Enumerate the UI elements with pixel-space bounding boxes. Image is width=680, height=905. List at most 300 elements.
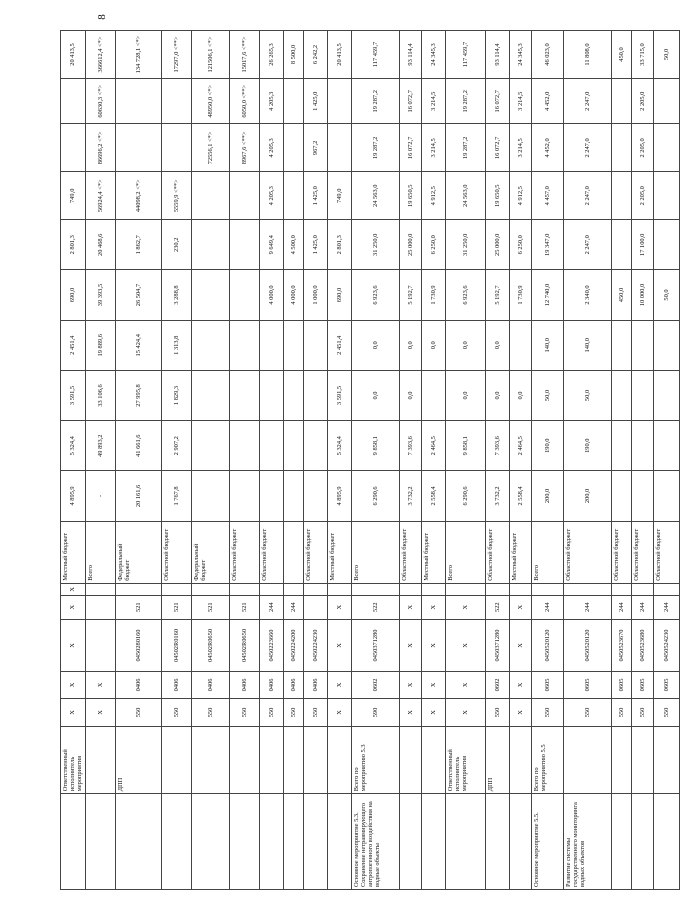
value-cell: 24 563,0 xyxy=(351,172,399,220)
program-cell xyxy=(485,794,509,890)
value-cell: 46 023,0 xyxy=(531,31,563,79)
csr-cell: 0450223660 xyxy=(259,619,283,672)
value-cell xyxy=(115,79,161,124)
table-row xyxy=(327,31,351,890)
csr-cell: 04502R0160 xyxy=(161,619,191,672)
value-cell xyxy=(653,79,679,124)
grbs-cell: X xyxy=(85,698,115,727)
rzpr-cell: 0406 xyxy=(259,672,283,698)
extra-cell xyxy=(161,583,191,595)
value-cell xyxy=(653,471,679,521)
extra-cell xyxy=(509,583,531,595)
executor-cell xyxy=(631,727,653,794)
value-cell: 9 858,1 xyxy=(351,421,399,471)
table-row xyxy=(563,31,611,890)
extra-cell xyxy=(631,583,653,595)
value-cell: 121506,1 <*> xyxy=(191,31,229,79)
extra-cell xyxy=(115,583,161,595)
value-cell: 93 114,4 xyxy=(399,31,421,79)
program-cell xyxy=(283,794,303,890)
source-cell: Областной бюджет xyxy=(563,521,611,583)
rzpr-cell: X xyxy=(85,672,115,698)
rzpr-cell: 0605 xyxy=(631,672,653,698)
value-cell: 26 265,3 xyxy=(259,31,283,79)
program-cell xyxy=(303,794,327,890)
value-cell: 117 459,7 xyxy=(445,31,485,79)
value-cell: 1 730,9 xyxy=(421,270,445,320)
value-cell: 4 457,0 xyxy=(531,172,563,220)
program-cell xyxy=(327,794,351,890)
program-cell xyxy=(653,794,679,890)
value-cell xyxy=(191,220,229,270)
executor-cell xyxy=(161,727,191,794)
value-cell: 3 288,8 xyxy=(161,270,191,320)
executor-cell xyxy=(653,727,679,794)
value-cell: 27 995,8 xyxy=(115,370,161,420)
value-cell: 49 893,2 xyxy=(85,421,115,471)
table-row xyxy=(509,31,531,890)
value-cell xyxy=(653,421,679,471)
value-cell xyxy=(421,370,445,420)
value-cell xyxy=(303,370,327,420)
value-cell: 48950,0 <*> xyxy=(191,79,229,124)
value-cell: 50,0 xyxy=(653,270,679,320)
source-cell: Областной бюджет xyxy=(229,521,259,583)
source-cell: Областной бюджет xyxy=(631,521,653,583)
value-cell: 1 000,0 xyxy=(303,270,327,320)
value-cell xyxy=(259,421,283,471)
grbs-cell: 550 xyxy=(161,698,191,727)
value-cell xyxy=(611,421,631,471)
grbs-cell: X xyxy=(509,698,531,727)
value-cell: 1 730,9 xyxy=(509,270,531,320)
extra-cell: X xyxy=(61,583,86,595)
vr-cell: 521 xyxy=(115,595,161,619)
value-cell: 20 468,6 xyxy=(85,220,115,270)
extra-cell xyxy=(351,583,399,595)
vr-cell: 244 xyxy=(611,595,631,619)
csr-cell: 0450524230 xyxy=(653,619,679,672)
value-cell: 2 451,4 xyxy=(61,320,86,370)
csr-cell: 0450520120 xyxy=(531,619,563,672)
executor-cell xyxy=(229,727,259,794)
executor-cell xyxy=(611,727,631,794)
executor-cell xyxy=(421,727,445,794)
value-cell: 450,0 xyxy=(611,270,631,320)
program-cell: Основное мероприятие 5.3. Сохранение нетравмирующего антропогенного воздействия на водные объекты xyxy=(351,794,399,890)
vr-cell: 244 xyxy=(531,595,563,619)
program-cell xyxy=(611,794,631,890)
extra-cell xyxy=(611,583,631,595)
value-cell xyxy=(611,124,631,172)
value-cell: 2 247,0 xyxy=(563,220,611,270)
value-cell: 1 862,7 xyxy=(115,220,161,270)
rzpr-cell: 0602 xyxy=(351,672,399,698)
table-row xyxy=(85,31,115,890)
source-cell: Областной бюджет xyxy=(485,521,509,583)
value-cell: 39 393,5 xyxy=(85,270,115,320)
value-cell: - xyxy=(85,471,115,521)
value-cell: 50,0 xyxy=(653,31,679,79)
extra-cell xyxy=(229,583,259,595)
value-cell: 5 192,7 xyxy=(485,270,509,320)
value-cell: 1 767,8 xyxy=(161,471,191,521)
program-cell xyxy=(259,794,283,890)
csr-cell: X xyxy=(445,619,485,672)
value-cell: 0,0 xyxy=(445,370,485,420)
value-cell: 31 250,0 xyxy=(445,220,485,270)
value-cell: 41 661,6 xyxy=(115,421,161,471)
vr-cell: 522 xyxy=(351,595,399,619)
value-cell: 9 649,4 xyxy=(259,220,283,270)
value-cell: 33 715,0 xyxy=(631,31,653,79)
value-cell: 4 500,0 xyxy=(283,220,303,270)
extra-cell xyxy=(399,583,421,595)
value-cell: 2 340,0 xyxy=(563,270,611,320)
value-cell xyxy=(653,124,679,172)
value-cell: 3 214,5 xyxy=(421,124,445,172)
value-cell: 0,0 xyxy=(445,320,485,370)
table-row xyxy=(259,31,283,890)
value-cell: 749,0 xyxy=(327,172,351,220)
value-cell xyxy=(653,370,679,420)
table-row xyxy=(283,31,303,890)
value-cell: 19 287,2 xyxy=(445,79,485,124)
executor-cell: Ответственный исполнитель мероприятия xyxy=(445,727,485,794)
value-cell: 0,0 xyxy=(399,370,421,420)
value-cell: 6050,0 <**> xyxy=(229,79,259,124)
executor-cell: Ответственный исполнитель мероприятия xyxy=(61,727,86,794)
value-cell: 7 393,6 xyxy=(485,421,509,471)
executor-cell xyxy=(191,727,229,794)
value-cell: 366612,4 <*> xyxy=(85,31,115,79)
value-cell xyxy=(283,421,303,471)
table-row xyxy=(611,31,631,890)
program-cell xyxy=(191,794,229,890)
executor-cell xyxy=(283,727,303,794)
vr-cell: 521 xyxy=(191,595,229,619)
value-cell xyxy=(631,471,653,521)
table-row xyxy=(351,31,399,890)
value-cell: 4 205,3 xyxy=(259,79,283,124)
value-cell: 3 591,5 xyxy=(61,370,86,420)
rzpr-cell: X xyxy=(327,672,351,698)
value-cell: 2 205,0 xyxy=(631,79,653,124)
csr-cell: 04502R0650 xyxy=(229,619,259,672)
source-cell: Всего xyxy=(445,521,485,583)
extra-cell xyxy=(445,583,485,595)
value-cell: 6 923,6 xyxy=(351,270,399,320)
value-cell xyxy=(303,320,327,370)
value-cell: 2 247,0 xyxy=(563,124,611,172)
value-cell: 1 829,3 xyxy=(161,370,191,420)
grbs-cell: X xyxy=(399,698,421,727)
rzpr-cell: 0605 xyxy=(531,672,563,698)
grbs-cell: 550 xyxy=(191,698,229,727)
value-cell xyxy=(631,370,653,420)
source-cell: Федеральный бюджет xyxy=(115,521,161,583)
rzpr-cell: X xyxy=(421,672,445,698)
extra-cell xyxy=(283,583,303,595)
csr-cell: X xyxy=(399,619,421,672)
value-cell: 16 072,7 xyxy=(399,124,421,172)
program-cell xyxy=(509,794,531,890)
value-cell: 19 347,0 xyxy=(531,220,563,270)
csr-cell: 0450371280 xyxy=(485,619,509,672)
vr-cell: X xyxy=(399,595,421,619)
value-cell: 2 247,0 xyxy=(563,79,611,124)
value-cell xyxy=(631,421,653,471)
table-row xyxy=(531,31,563,890)
executor-cell xyxy=(563,727,611,794)
vr-cell: X xyxy=(445,595,485,619)
value-cell: 4 205,3 xyxy=(259,172,283,220)
source-cell: Местный бюджет xyxy=(61,521,86,583)
value-cell: 17 100,0 xyxy=(631,220,653,270)
value-cell: 690,0 xyxy=(61,270,86,320)
value-cell xyxy=(115,124,161,172)
rzpr-cell: X xyxy=(509,672,531,698)
value-cell xyxy=(229,471,259,521)
source-cell: Областной бюджет xyxy=(611,521,631,583)
value-cell: 8967,6 <**> xyxy=(229,124,259,172)
value-cell xyxy=(191,370,229,420)
source-cell: Областной бюджет xyxy=(259,521,283,583)
rzpr-cell: X xyxy=(399,672,421,698)
rzpr-cell: 0406 xyxy=(191,672,229,698)
value-cell xyxy=(653,220,679,270)
program-cell xyxy=(229,794,259,890)
value-cell: 4 912,5 xyxy=(509,172,531,220)
value-cell xyxy=(283,124,303,172)
value-cell: 1 425,0 xyxy=(303,172,327,220)
value-cell xyxy=(283,370,303,420)
value-cell: 6 250,0 xyxy=(509,220,531,270)
program-cell: Основное мероприятие 5.5. xyxy=(531,794,563,890)
source-cell: Местный бюджет xyxy=(509,521,531,583)
vr-cell: 521 xyxy=(161,595,191,619)
program-cell xyxy=(61,794,86,890)
value-cell: 16 072,7 xyxy=(399,79,421,124)
source-cell: Местный бюджет xyxy=(421,521,445,583)
grbs-cell: 550 xyxy=(115,698,161,727)
value-cell: 10 000,0 xyxy=(631,270,653,320)
csr-cell: 0450523670 xyxy=(611,619,631,672)
value-cell xyxy=(161,124,191,172)
value-cell xyxy=(509,320,531,370)
value-cell: 19 287,2 xyxy=(351,79,399,124)
value-cell: 60630,3 <*> xyxy=(85,79,115,124)
value-cell xyxy=(283,79,303,124)
vr-cell: 522 xyxy=(485,595,509,619)
executor-cell xyxy=(85,727,115,794)
value-cell: 93 114,4 xyxy=(485,31,509,79)
value-cell: 2 801,3 xyxy=(327,220,351,270)
value-cell xyxy=(191,320,229,370)
value-cell xyxy=(61,79,86,124)
value-cell: 86696,2 <*> xyxy=(85,124,115,172)
value-cell: 44098,2 <*> xyxy=(115,172,161,220)
value-cell: 9 858,1 xyxy=(445,421,485,471)
value-cell: 8 500,0 xyxy=(283,31,303,79)
table-row xyxy=(445,31,485,890)
value-cell: 26 504,7 xyxy=(115,270,161,320)
value-cell: 134 728,1 <*> xyxy=(115,31,161,79)
value-cell: 0,0 xyxy=(421,320,445,370)
table-row xyxy=(631,31,653,890)
value-cell: 6 242,2 xyxy=(303,31,327,79)
value-cell: 3 214,5 xyxy=(509,79,531,124)
value-cell: 4 912,5 xyxy=(421,172,445,220)
value-cell xyxy=(283,471,303,521)
table-row xyxy=(303,31,327,890)
vr-cell xyxy=(303,595,327,619)
extra-cell xyxy=(653,583,679,595)
value-cell: 50,0 xyxy=(531,370,563,420)
value-cell: 4 452,0 xyxy=(531,124,563,172)
value-cell: 5 324,4 xyxy=(327,421,351,471)
value-cell xyxy=(229,320,259,370)
value-cell: 967,2 xyxy=(303,124,327,172)
value-cell xyxy=(611,79,631,124)
value-cell: 0,0 xyxy=(351,320,399,370)
budget-table-rotated xyxy=(60,30,670,890)
value-cell xyxy=(229,270,259,320)
csr-cell: 0450371280 xyxy=(351,619,399,672)
rzpr-cell: 0406 xyxy=(283,672,303,698)
value-cell: 19 287,2 xyxy=(445,124,485,172)
value-cell: 15 424,4 xyxy=(115,320,161,370)
value-cell: 6 923,6 xyxy=(445,270,485,320)
value-cell: 33 106,6 xyxy=(85,370,115,420)
value-cell: 11 808,0 xyxy=(563,31,611,79)
value-cell: 2 205,0 xyxy=(631,172,653,220)
value-cell: 3 732,2 xyxy=(399,471,421,521)
extra-cell xyxy=(191,583,229,595)
csr-cell: X xyxy=(509,619,531,672)
extra-cell xyxy=(563,583,611,595)
value-cell: 3 214,5 xyxy=(421,79,445,124)
value-cell: 5 324,4 xyxy=(61,421,86,471)
value-cell: 6 290,6 xyxy=(351,471,399,521)
csr-cell: 0450280160 xyxy=(115,619,161,672)
value-cell: 6 290,6 xyxy=(445,471,485,521)
vr-cell: X xyxy=(327,595,351,619)
value-cell: 117 459,7 xyxy=(351,31,399,79)
rzpr-cell: 0602 xyxy=(485,672,509,698)
value-cell: 19 650,5 xyxy=(485,172,509,220)
grbs-cell: 550 xyxy=(531,698,563,727)
grbs-cell: X xyxy=(445,698,485,727)
value-cell: 17297,0 <**> xyxy=(161,31,191,79)
value-cell xyxy=(303,471,327,521)
value-cell xyxy=(229,370,259,420)
vr-cell: X xyxy=(509,595,531,619)
source-cell: Областной бюджет xyxy=(399,521,421,583)
value-cell: 19 889,6 xyxy=(85,320,115,370)
value-cell: 0,0 xyxy=(351,370,399,420)
extra-cell xyxy=(327,583,351,595)
value-cell: 4 895,9 xyxy=(327,471,351,521)
value-cell xyxy=(631,320,653,370)
program-cell xyxy=(115,794,161,890)
grbs-cell: 550 xyxy=(611,698,631,727)
value-cell xyxy=(229,220,259,270)
vr-cell: 244 xyxy=(283,595,303,619)
program-cell xyxy=(399,794,421,890)
value-cell xyxy=(327,79,351,124)
executor-cell: ДПП xyxy=(485,727,509,794)
value-cell: 4 205,3 xyxy=(259,124,283,172)
table-row xyxy=(485,31,509,890)
value-cell: 16 072,7 xyxy=(485,79,509,124)
value-cell xyxy=(191,471,229,521)
value-cell xyxy=(191,421,229,471)
value-cell: 2 247,0 xyxy=(563,172,611,220)
program-cell xyxy=(85,794,115,890)
extra-cell xyxy=(259,583,283,595)
value-cell: 190,0 xyxy=(563,421,611,471)
value-cell xyxy=(611,471,631,521)
grbs-cell: 550 xyxy=(653,698,679,727)
value-cell: 450,0 xyxy=(611,31,631,79)
program-cell xyxy=(421,794,445,890)
rzpr-cell: 0406 xyxy=(303,672,327,698)
value-cell: 1 425,0 xyxy=(303,79,327,124)
vr-cell xyxy=(85,595,115,619)
table-row xyxy=(653,31,679,890)
value-cell xyxy=(259,320,283,370)
source-cell: Местный бюджет xyxy=(327,521,351,583)
rzpr-cell: 0406 xyxy=(115,672,161,698)
value-cell: 16 072,7 xyxy=(485,124,509,172)
value-cell: 2 558,4 xyxy=(509,471,531,521)
table-row xyxy=(191,31,229,890)
value-cell: 1 425,0 xyxy=(303,220,327,270)
value-cell: 12 740,0 xyxy=(531,270,563,320)
grbs-cell: 550 xyxy=(283,698,303,727)
value-cell: 0,0 xyxy=(485,370,509,420)
rzpr-cell: 0406 xyxy=(161,672,191,698)
csr-cell: 0450523680 xyxy=(631,619,653,672)
executor-cell xyxy=(303,727,327,794)
program-cell xyxy=(631,794,653,890)
value-cell: 4 452,0 xyxy=(531,79,563,124)
executor-cell: Всего по мероприятию 5.3 xyxy=(351,727,399,794)
value-cell: 200,0 xyxy=(563,471,611,521)
table-row xyxy=(229,31,259,890)
csr-cell: 04502R0650 xyxy=(191,619,229,672)
value-cell: 20 413,5 xyxy=(327,31,351,79)
csr-cell: X xyxy=(327,619,351,672)
executor-cell: Всего по мероприятию 5.5 xyxy=(531,727,563,794)
grbs-cell: 550 xyxy=(259,698,283,727)
source-cell: Федеральный бюджет xyxy=(191,521,229,583)
value-cell: 15017,6 <**> xyxy=(229,31,259,79)
value-cell xyxy=(653,320,679,370)
extra-cell xyxy=(85,583,115,595)
table-row xyxy=(421,31,445,890)
rzpr-cell: X xyxy=(445,672,485,698)
value-cell: 4 895,9 xyxy=(61,471,86,521)
grbs-cell: 550 xyxy=(303,698,327,727)
value-cell: 2 451,4 xyxy=(327,320,351,370)
value-cell: 24 345,3 xyxy=(421,31,445,79)
program-cell: Развитие системы государственного мониторинга водных объектов xyxy=(563,794,611,890)
value-cell: 72556,1 <*> xyxy=(191,124,229,172)
source-cell: Всего xyxy=(85,521,115,583)
value-cell xyxy=(283,172,303,220)
